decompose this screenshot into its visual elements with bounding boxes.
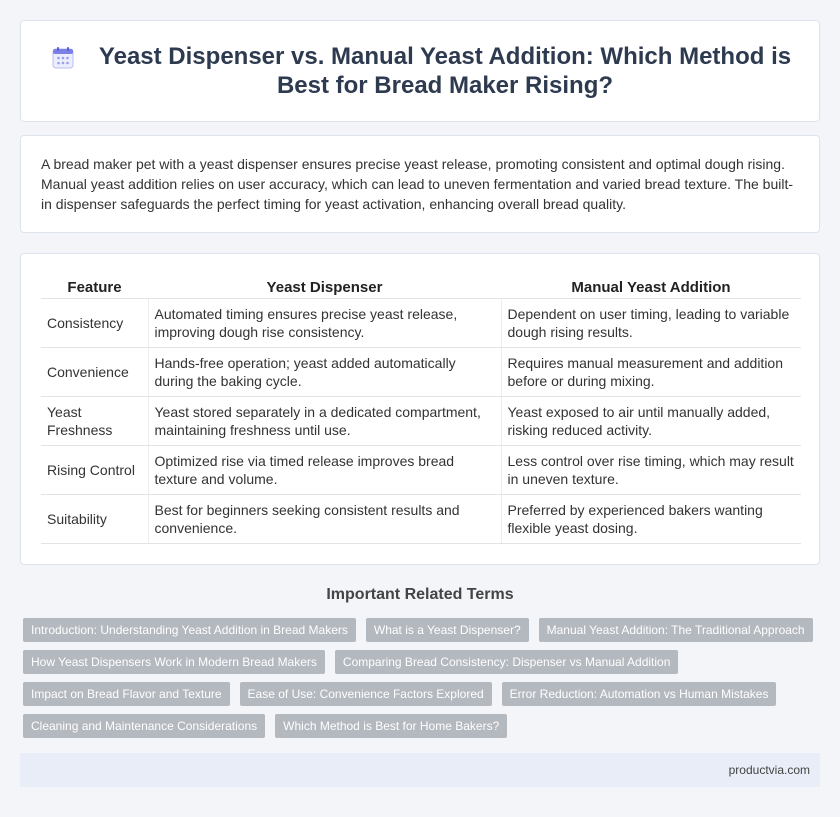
calendar-icon [51, 46, 75, 70]
row-feature: Rising Control [41, 445, 148, 494]
related-term-tag[interactable]: What is a Yeast Dispenser? [366, 618, 529, 642]
table-row [41, 298, 801, 347]
row-feature: Suitability [41, 494, 148, 543]
intro-paragraph: A bread maker pet with a yeast dispenser ensures precise yeast release, promoting consistent and optimal dough rising. Manual yeast addition relies on user accuracy, which can lead to uneven fermentation and varied bread texture. The built-in dispenser safeguards the perfect timing for yeast activation, enhancing overall bread quality. [41, 156, 794, 212]
title-card [20, 20, 820, 122]
related-term-tag[interactable]: Ease of Use: Convenience Factors Explored [240, 682, 492, 706]
page-title: Yeast Dispenser vs. Manual Yeast Addition: Which Method is Best for Bread Maker Rising? [98, 43, 792, 99]
row-dispenser: Yeast stored separately in a dedicated compartment, maintaining freshness until use. [148, 396, 501, 445]
footer-site-link[interactable]: productvia.com [728, 763, 810, 777]
related-term-tag[interactable]: How Yeast Dispensers Work in Modern Bread Makers [23, 650, 325, 674]
related-term-tag[interactable]: Introduction: Understanding Yeast Addition in Bread Makers [23, 618, 356, 642]
table-row [41, 396, 801, 445]
row-manual: Dependent on user timing, leading to variable dough rising results. [501, 298, 801, 347]
related-term-tag[interactable]: Comparing Bread Consistency: Dispenser vs Manual Addition [335, 650, 679, 674]
row-feature: Yeast Freshness [41, 396, 148, 445]
row-feature: Consistency [41, 298, 148, 347]
row-dispenser: Automated timing ensures precise yeast release, improving dough rise consistency. [148, 298, 501, 347]
related-terms-heading: Important Related Terms [326, 586, 514, 603]
row-manual: Preferred by experienced bakers wanting flexible yeast dosing. [501, 494, 801, 543]
comparison-table [41, 272, 801, 544]
related-term-tag[interactable]: Which Method is Best for Home Bakers? [275, 714, 507, 738]
row-dispenser: Optimized rise via timed release improves bread texture and volume. [148, 445, 501, 494]
intro-card [20, 135, 820, 233]
comparison-card [20, 253, 820, 565]
related-terms-list [23, 618, 823, 746]
row-feature: Convenience [41, 347, 148, 396]
related-term-tag[interactable]: Manual Yeast Addition: The Traditional Approach [539, 618, 813, 642]
header-manual-yeast-addition: Manual Yeast Addition [501, 272, 801, 298]
header-feature: Feature [41, 272, 148, 298]
row-manual: Yeast exposed to air until manually added, risking reduced activity. [501, 396, 801, 445]
table-row [41, 445, 801, 494]
row-manual: Requires manual measurement and addition before or during mixing. [501, 347, 801, 396]
table-row [41, 494, 801, 543]
table-header-row [41, 272, 801, 298]
row-manual: Less control over rise timing, which may result in uneven texture. [501, 445, 801, 494]
footer [20, 753, 820, 787]
row-dispenser: Best for beginners seeking consistent results and convenience. [148, 494, 501, 543]
row-dispenser: Hands-free operation; yeast added automatically during the baking cycle. [148, 347, 501, 396]
related-term-tag[interactable]: Impact on Bread Flavor and Texture [23, 682, 230, 706]
related-term-tag[interactable]: Cleaning and Maintenance Considerations [23, 714, 265, 738]
table-row [41, 347, 801, 396]
related-term-tag[interactable]: Error Reduction: Automation vs Human Mistakes [502, 682, 777, 706]
header-yeast-dispenser: Yeast Dispenser [148, 272, 501, 298]
